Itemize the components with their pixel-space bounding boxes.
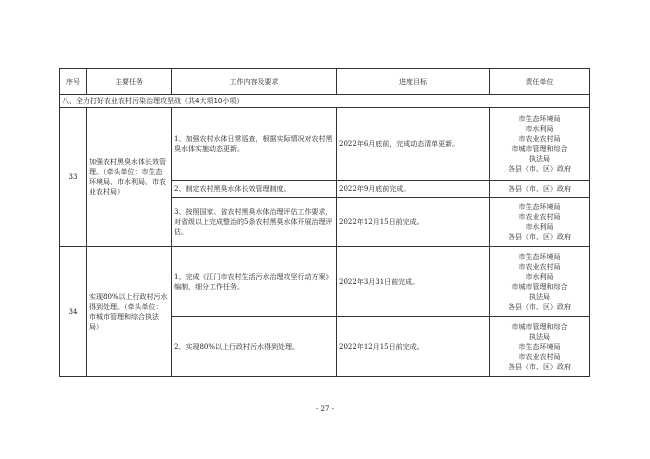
section-title: 八、全力打好农业农村污染治理攻坚战（共4大项10小项）: [60, 95, 590, 108]
work-content: 1、加强农村水体日常巡查，根据实际情况对农村黑臭水体实施动态更新。: [172, 108, 337, 181]
unit: 市水利局: [525, 223, 554, 231]
unit: 执法局: [529, 332, 550, 341]
responsible-units: [490, 108, 590, 181]
section-row: [60, 95, 590, 108]
header-content: 工作内容及要求: [172, 69, 337, 95]
work-content: 3、按照国家、省农村黑臭水体治理评估工作要求，对省级以上完成整治的5条农村黑臭水体开展治理评估。: [172, 198, 337, 247]
unit: 各县（市、区）政府: [508, 362, 571, 371]
unit: 市水利局: [525, 125, 554, 133]
header-no: 序号: [60, 69, 87, 95]
header-row: [60, 69, 590, 95]
progress-target: 2022年6月底前，完成动态清单更新。: [337, 108, 490, 181]
main-task: 实现80%以上行政村污水得到处理。（牵头单位：市城市管理和综合执法局）: [87, 247, 172, 377]
table-row: [60, 247, 590, 317]
progress-target: 2022年12月15日前完成。: [337, 317, 490, 377]
unit: 各县（市、区）政府: [508, 302, 571, 311]
work-content: 2、实现80%以上行政村污水得到处理。: [172, 317, 337, 377]
unit: 市农业农村局: [518, 135, 561, 143]
unit: 市城市管理和综合: [511, 145, 568, 153]
work-content: 2、制定农村黑臭水体长效管理制度。: [172, 181, 337, 198]
responsible-units: [490, 198, 590, 247]
progress-target: 2022年3月31日前完成。: [337, 247, 490, 317]
progress-target: 2022年12月15日前完成。: [337, 198, 490, 247]
responsible-units: [490, 247, 590, 317]
page-number: - 27 -: [315, 405, 335, 413]
task-table: [59, 68, 590, 377]
unit: 各县（市、区）政府: [508, 165, 571, 173]
unit: 市农业农村局: [518, 262, 561, 271]
responsible-units: [490, 181, 590, 198]
unit: 市城市管理和综合: [511, 282, 568, 291]
task-number: 33: [60, 108, 87, 247]
unit: 市城市管理和综合: [511, 322, 568, 331]
unit: 市生态环境局: [518, 115, 561, 123]
unit: 执法局: [529, 155, 550, 163]
unit: 市生态环境局: [518, 252, 561, 261]
unit: 市水利局: [525, 272, 554, 281]
task-number: 34: [60, 247, 87, 377]
work-content: 1、完成《江门市农村生活污水治理攻坚行动方案》编制，细分工作任务。: [172, 247, 337, 317]
unit: 市农业农村局: [518, 213, 561, 221]
unit: 市生态环境局: [518, 203, 561, 211]
table-row: [60, 108, 590, 181]
main-task: 加强农村黑臭水体长效管理。（牵头单位：市生态环境局、市水利局、市农业农村局）: [87, 108, 172, 247]
header-units: 责任单位: [490, 69, 590, 95]
unit: 各县（市、区）政府: [508, 233, 571, 241]
unit: 执法局: [529, 292, 550, 301]
unit: 市生态环境局: [518, 342, 561, 351]
responsible-units: [490, 317, 590, 377]
unit: 各县（市、区）政府: [508, 185, 571, 193]
header-task: 主要任务: [87, 69, 172, 95]
progress-target: 2022年9月底前完成。: [337, 181, 490, 198]
header-target: 进度目标: [337, 69, 490, 95]
unit: 市农业农村局: [518, 352, 561, 361]
